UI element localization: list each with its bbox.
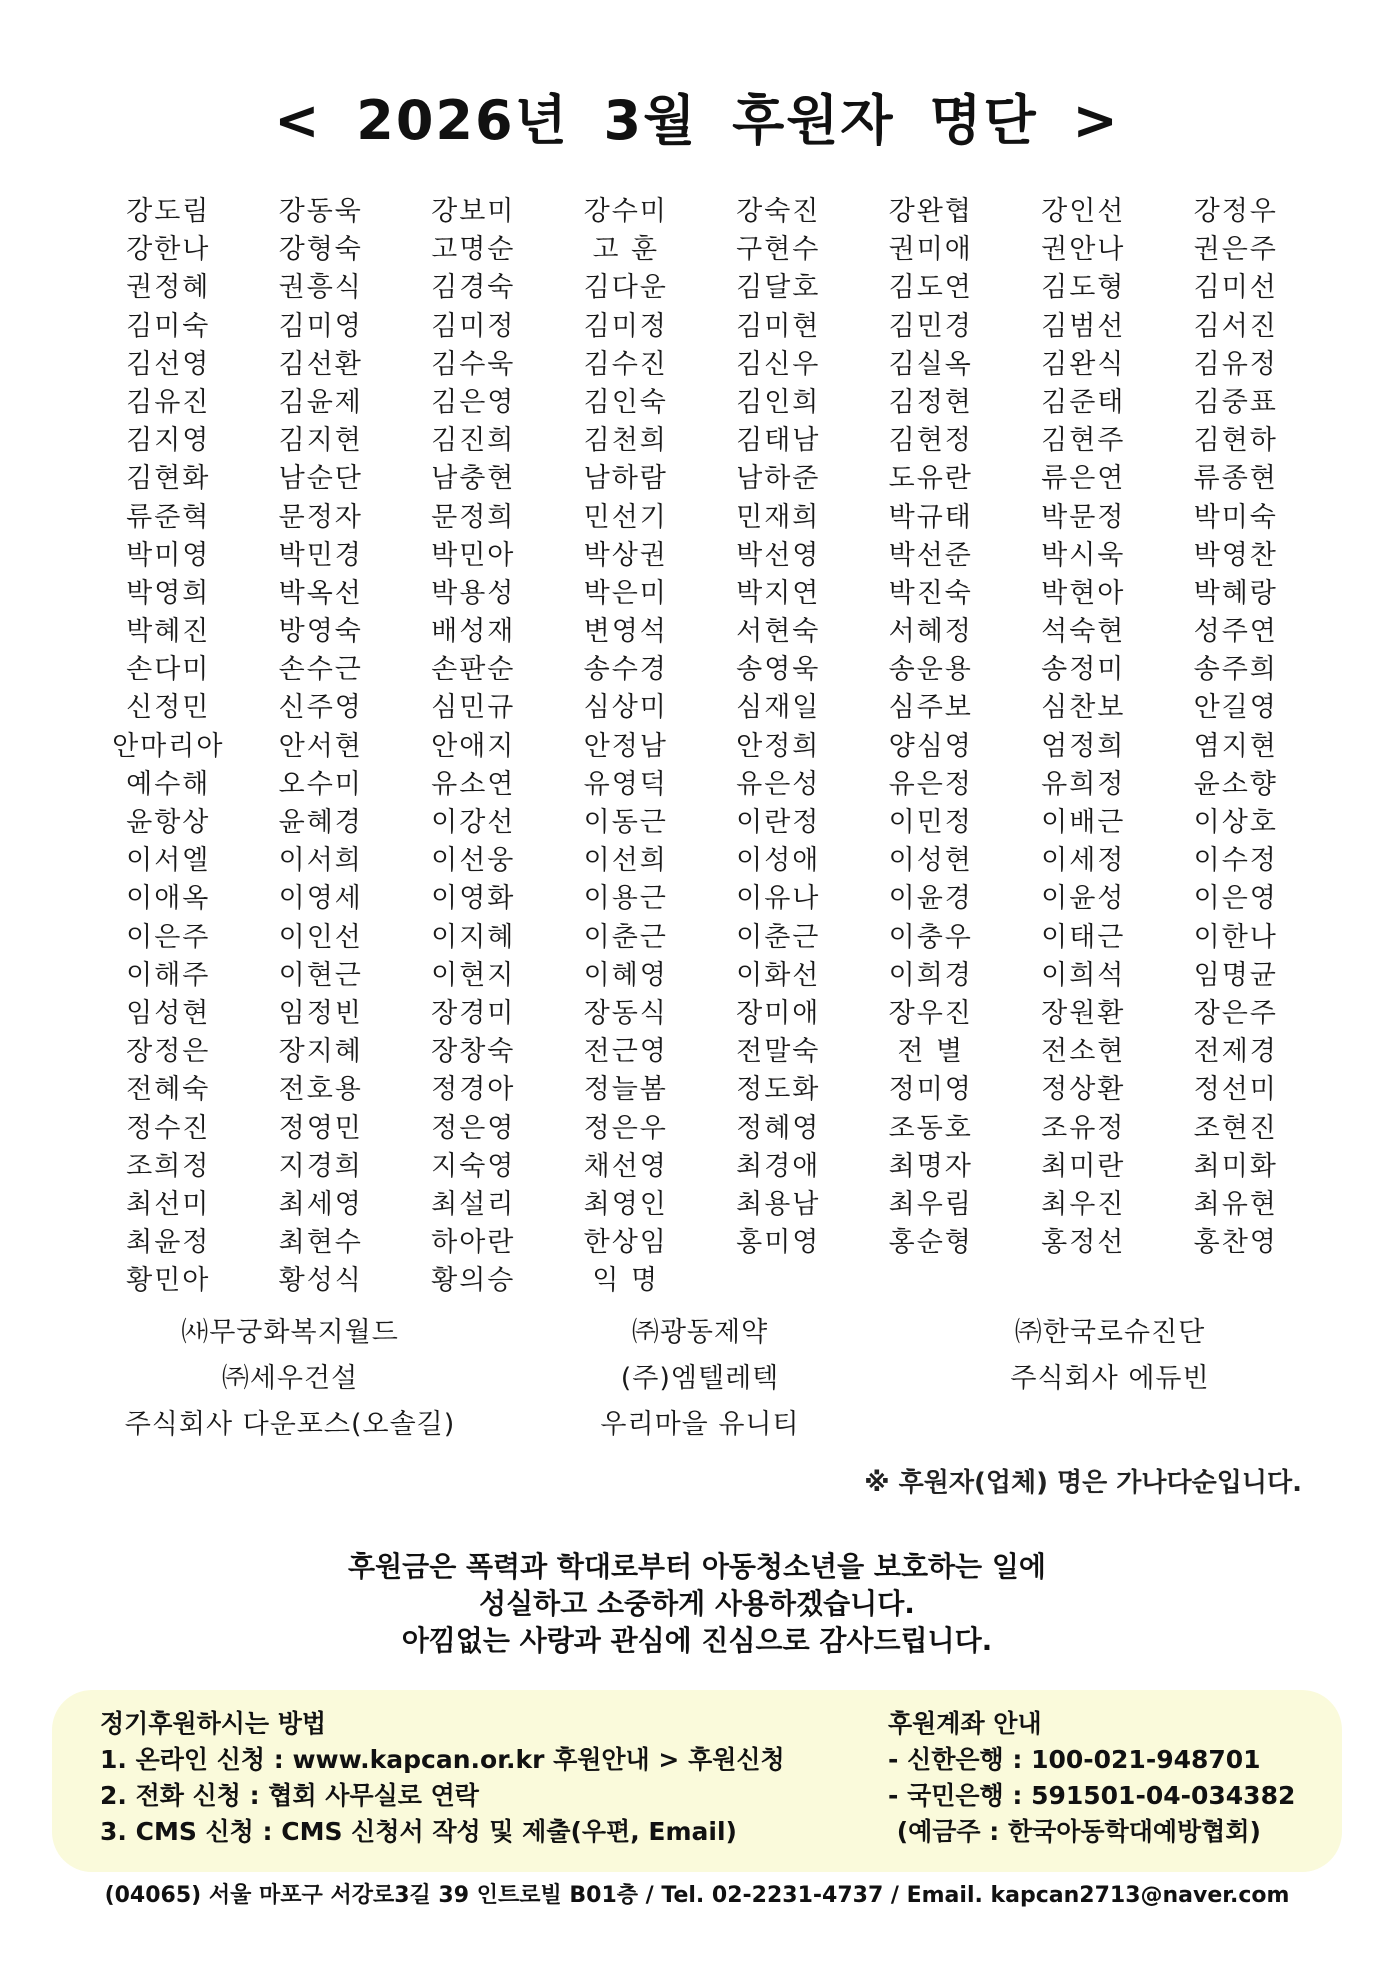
donor-name: 한상임 [583,1227,668,1259]
donor-name: 최우림 [888,1188,973,1220]
donor-name: 박은미 [583,577,668,609]
donor-name: 김진희 [431,425,516,457]
donor-name: 김민경 [888,310,973,342]
donor-name: 장창숙 [431,1036,516,1068]
donor-name: 최세영 [278,1188,363,1220]
account-shinhan: - 신한은행 : 100-021-948701 [888,1745,1261,1774]
donor-name: 이서희 [278,845,363,877]
donor-name: 박영희 [126,577,211,609]
donor-name: 김선환 [278,348,363,380]
donor-name: 김중표 [1193,386,1278,418]
donor-name: 김미영 [278,310,363,342]
method-cms: 3. CMS 신청 : CMS 신청서 작성 및 제출(우편, Email) [100,1817,737,1846]
donor-name: 서혜정 [888,616,973,648]
donor-name: 김완식 [1041,348,1126,380]
donor-name: 최명자 [888,1150,973,1182]
donor-name: 류준혁 [126,501,211,533]
donor-name: 김현화 [126,463,211,495]
donor-name: 황성식 [278,1265,363,1297]
donor-name: 강형숙 [278,234,363,266]
donor-name: 강완협 [888,196,973,227]
donor-name: 강도림 [126,196,211,227]
donor-name: 정미영 [888,1074,973,1106]
donor-name: 박혜랑 [1193,577,1278,609]
donor-name: 김미숙 [126,310,211,342]
donor-name: 임명균 [1193,959,1278,991]
donor-name: 윤혜경 [278,807,363,838]
donor-name: 예수해 [126,768,211,800]
donor-name: 문정자 [278,501,363,533]
donor-name: 정은우 [583,1112,668,1144]
donor-name: 이인선 [278,921,363,953]
donor-name: 김미정 [431,310,516,342]
donor-name: 송주희 [1193,654,1278,686]
donor-name: 이영세 [278,883,363,915]
donor-name: 정도화 [736,1074,821,1106]
donor-name: 채선영 [583,1150,668,1182]
donor-name: 남충현 [431,463,516,495]
donor-name: 하아란 [431,1227,516,1259]
donor-name: 안길영 [1193,692,1278,724]
donor-name: 김지영 [126,425,211,457]
donor-name: 김인희 [736,386,821,418]
donor-name: 장경미 [431,997,516,1029]
donor-name: 박문정 [1041,501,1126,533]
donor-name: 심재일 [736,692,821,724]
donor-name: 이현근 [278,959,363,991]
donor-name: 조동호 [888,1112,973,1144]
donor-name: 이란정 [736,807,821,838]
donor-name: 이희석 [1041,959,1126,991]
donor-name: 김인숙 [583,386,668,418]
donor-name: 이선희 [583,845,668,877]
donor-name: 권정혜 [126,272,211,304]
company-donor-name: 주식회사 에듀빈 [1010,1363,1210,1394]
donor-name: 정상환 [1041,1074,1126,1106]
donor-name: 박민아 [431,539,516,571]
donor-name: 이화선 [736,959,821,991]
donor-name: 염지현 [1193,730,1278,762]
donor-name: 남하람 [583,463,668,495]
method-phone: 2. 전화 신청 : 협회 사무실로 연락 [100,1781,479,1810]
donor-name: 박현아 [1041,577,1126,609]
donor-name: 김선영 [126,348,211,380]
donor-name: 장정은 [126,1036,211,1068]
donor-name: 엄정희 [1041,730,1126,762]
donor-name: 강보미 [431,196,516,227]
company-donor-name: ㈔무궁화복지월드 [181,1317,399,1348]
donor-name: 이서엘 [126,845,211,877]
donor-name: 이상호 [1193,807,1278,838]
donor-name: 이희경 [888,959,973,991]
donor-name: 이충우 [888,921,973,953]
donation-info-box [52,1690,1342,1872]
donor-name: 심찬보 [1041,692,1126,724]
account-kookmin: - 국민은행 : 591501-04-034382 [888,1781,1296,1810]
donor-name: 최미란 [1041,1150,1126,1182]
donor-name: 이강선 [431,807,516,838]
thanks-line: 후원금은 폭력과 학대로부터 아동청소년을 보호하는 일에 [348,1550,1046,1583]
donor-name: 박시욱 [1041,539,1126,571]
donor-name: 임성현 [126,997,211,1029]
donor-name: 황의승 [431,1265,516,1297]
donor-name: 이은영 [1193,883,1278,915]
method-online: 1. 온라인 신청 : www.kapcan.or.kr 후원안내 > 후원신청 [100,1745,785,1774]
donor-name: 박미숙 [1193,501,1278,533]
donor-name: 전소현 [1041,1036,1126,1068]
donor-name: 석숙현 [1041,616,1126,648]
donor-name: 전말숙 [736,1036,821,1068]
donor-name: 김미현 [736,310,821,342]
donor-name: 박영찬 [1193,539,1278,571]
company-donor-name: 주식회사 다운포스(오솔길) [124,1409,456,1440]
donor-name: 남순단 [278,463,363,495]
donor-name: 송정미 [1041,654,1126,686]
donor-name: 장원환 [1041,997,1126,1029]
contact-footer: (04065) 서울 마포구 서강로3길 39 인트로빌 B01층 / Tel. 02-2231-4737 / Email. kapcan2713@naver.com [104,1883,1290,1908]
donor-name: 홍미영 [736,1227,821,1259]
donor-name: 최설리 [431,1188,516,1220]
account-info-section [888,1706,1295,1850]
donor-name: 황민아 [126,1265,211,1297]
donor-name: 류은연 [1041,463,1126,495]
donor-name: 박진숙 [888,577,973,609]
donor-name: 손다미 [126,654,211,686]
donor-name: 권안나 [1041,234,1126,266]
donor-name: 김현주 [1041,425,1126,457]
company-donor-name: ㈜세우건설 [221,1363,359,1394]
donor-name: 이선웅 [431,845,516,877]
thanks-line: 아낌없는 사랑과 관심에 진심으로 감사드립니다. [401,1624,993,1657]
donor-name: 심상미 [583,692,668,724]
donor-name: 김수욱 [431,348,516,380]
donor-name: 이춘근 [583,921,668,953]
donor-name: 구현수 [736,234,821,266]
donor-name: 이태근 [1041,921,1126,953]
donor-name: 박규태 [888,501,973,533]
donor-name: 김준태 [1041,386,1126,418]
donor-name: 김도형 [1041,272,1126,304]
donor-name: 권미애 [888,234,973,266]
donor-name: 이지혜 [431,921,516,953]
donor-name: 강동욱 [278,196,363,227]
donor-name: 강숙진 [736,196,821,227]
donor-name: 박지연 [736,577,821,609]
account-holder: (예금주 : 한국아동학대예방협회) [888,1817,1261,1846]
company-donor-grid [85,1310,1315,1448]
donor-name: 전호용 [278,1074,363,1106]
donor-name: 강한나 [126,234,211,266]
donor-name: 안정남 [583,730,668,762]
donor-name: 윤소향 [1193,768,1278,800]
donor-name: 김신우 [736,348,821,380]
donor-name: 유영덕 [583,768,668,800]
donor-name: 홍정선 [1041,1227,1126,1259]
donor-name: 이해주 [126,959,211,991]
donor-name: 이용근 [583,883,668,915]
donor-name: 유은정 [888,768,973,800]
donor-name: 민선기 [583,501,668,533]
donor-name: 정늘봄 [583,1074,668,1106]
donor-name: 안애지 [431,730,516,762]
donor-name: 고명순 [431,234,516,266]
donor-name: 송운용 [888,654,973,686]
donor-name: 송영욱 [736,654,821,686]
donor-name: 이애옥 [126,883,211,915]
donor-name: 김도연 [888,272,973,304]
donor-name: 양심영 [888,730,973,762]
donor-name: 장미애 [736,997,821,1029]
donor-name: 전근영 [583,1036,668,1068]
donor-name: 안정희 [736,730,821,762]
donor-name: 조현진 [1193,1112,1278,1144]
donor-name: 김현하 [1193,425,1278,457]
thanks-message [0,1548,1394,1659]
donor-name: 안마리아 [112,730,225,762]
donor-name: 류종현 [1193,463,1278,495]
donor-name: 신정민 [126,692,211,724]
donor-name: 최경애 [736,1150,821,1182]
donor-name: 전혜숙 [126,1074,211,1106]
donor-name: 김미정 [583,310,668,342]
donor-name: 문정희 [431,501,516,533]
donor-name: 최미화 [1193,1150,1278,1182]
donor-name: 이성현 [888,845,973,877]
donor-name-grid [92,193,1312,1300]
donor-name: 김유정 [1193,348,1278,380]
donor-name: 정은영 [431,1112,516,1144]
donor-name: 박미영 [126,539,211,571]
donor-name: 권은주 [1193,234,1278,266]
donor-name: 지경희 [278,1150,363,1182]
donor-name: 김다운 [583,272,668,304]
sort-order-note: ※ 후원자(업체) 명은 가나다순입니다. [864,1468,1302,1498]
donor-name: 방영숙 [278,616,363,648]
account-info-heading: 후원계좌 안내 [888,1709,1042,1738]
donor-name: 익 명 [592,1265,660,1297]
donor-name: 김윤제 [278,386,363,418]
donor-name: 최영인 [583,1188,668,1220]
donor-name: 유은성 [736,768,821,800]
donor-name: 이동근 [583,807,668,838]
donor-name: 이은주 [126,921,211,953]
donor-name: 강수미 [583,196,668,227]
donor-name: 도유란 [888,463,973,495]
donor-name: 이민정 [888,807,973,838]
company-donor-name: ㈜광동제약 [631,1317,769,1348]
donor-name: 이성애 [736,845,821,877]
donor-name: 손수근 [278,654,363,686]
donor-name: 이배근 [1041,807,1126,838]
donor-name: 최선미 [126,1188,211,1220]
donor-name: 유희정 [1041,768,1126,800]
donor-name: 이혜영 [583,959,668,991]
donor-name: 전제경 [1193,1036,1278,1068]
regular-donation-section [100,1706,785,1850]
donor-name: 정경아 [431,1074,516,1106]
donor-name: 이윤경 [888,883,973,915]
donor-name: 이수정 [1193,845,1278,877]
donor-name: 송수경 [583,654,668,686]
donor-name: 이세정 [1041,845,1126,877]
donor-name: 손판순 [431,654,516,686]
donor-name: 김경숙 [431,272,516,304]
donor-name: 장은주 [1193,997,1278,1029]
donor-name: 성주연 [1193,616,1278,648]
donor-name: 박선준 [888,539,973,571]
donor-name: 박혜진 [126,616,211,648]
donor-name: 강인선 [1041,196,1126,227]
donor-name: 서현숙 [736,616,821,648]
donor-name: 안서현 [278,730,363,762]
donor-name: 김현정 [888,425,973,457]
donor-name: 민재희 [736,501,821,533]
donor-name: 박민경 [278,539,363,571]
donor-name: 장동식 [583,997,668,1029]
company-donor-name: 우리마을 유니티 [600,1409,800,1440]
donor-name: 홍찬영 [1193,1227,1278,1259]
thanks-line: 성실하고 소중하게 사용하겠습니다. [479,1587,915,1620]
donor-name: 김유진 [126,386,211,418]
donor-name: 심민규 [431,692,516,724]
donor-name: 김은영 [431,386,516,418]
donor-name: 박선영 [736,539,821,571]
donor-name: 정수진 [126,1112,211,1144]
donor-name: 윤항상 [126,807,211,838]
donor-name: 최용남 [736,1188,821,1220]
company-donor-name: ㈜한국로슈진단 [1014,1317,1206,1348]
donor-name: 김태남 [736,425,821,457]
donor-name: 장지혜 [278,1036,363,1068]
donor-name: 강정우 [1193,196,1278,227]
donor-name: 이춘근 [736,921,821,953]
donor-name: 박용성 [431,577,516,609]
donor-name: 고 훈 [592,234,660,266]
donor-name: 홍순형 [888,1227,973,1259]
donor-name: 박상권 [583,539,668,571]
donor-name: 이유나 [736,883,821,915]
donor-name: 변영석 [583,616,668,648]
donor-name: 김서진 [1193,310,1278,342]
donor-name: 김미선 [1193,272,1278,304]
donor-name: 이한나 [1193,921,1278,953]
donor-name: 이윤성 [1041,883,1126,915]
donor-name: 정혜영 [736,1112,821,1144]
donor-name: 정선미 [1193,1074,1278,1106]
donor-name: 전 별 [897,1036,965,1068]
donor-name: 신주영 [278,692,363,724]
donor-name: 남하준 [736,463,821,495]
donor-name: 박옥선 [278,577,363,609]
company-donor-name: (주)엠텔레텍 [620,1363,780,1394]
donor-name: 김실옥 [888,348,973,380]
donor-name: 김정현 [888,386,973,418]
donor-name: 유소연 [431,768,516,800]
donor-name: 조유정 [1041,1112,1126,1144]
donor-name: 지숙영 [431,1150,516,1182]
donor-name: 이영화 [431,883,516,915]
donor-name: 김범선 [1041,310,1126,342]
donor-name: 김수진 [583,348,668,380]
donor-name: 오수미 [278,768,363,800]
donor-name: 권흥식 [278,272,363,304]
donor-name: 최우진 [1041,1188,1126,1220]
donor-name: 최현수 [278,1227,363,1259]
donor-name: 최윤정 [126,1227,211,1259]
regular-donation-heading: 정기후원하시는 방법 [100,1709,327,1738]
donor-name: 조희정 [126,1150,211,1182]
donor-name: 심주보 [888,692,973,724]
donor-name: 정영민 [278,1112,363,1144]
donor-name: 임정빈 [278,997,363,1029]
donor-name: 배성재 [431,616,516,648]
donor-name: 김지현 [278,425,363,457]
donor-name: 김달호 [736,272,821,304]
donor-name: 김천희 [583,425,668,457]
donor-name: 최유현 [1193,1188,1278,1220]
page-title: < 2026년 3월 후원자 명단 > [274,89,1120,152]
donor-name: 이현지 [431,959,516,991]
donor-name: 장우진 [888,997,973,1029]
